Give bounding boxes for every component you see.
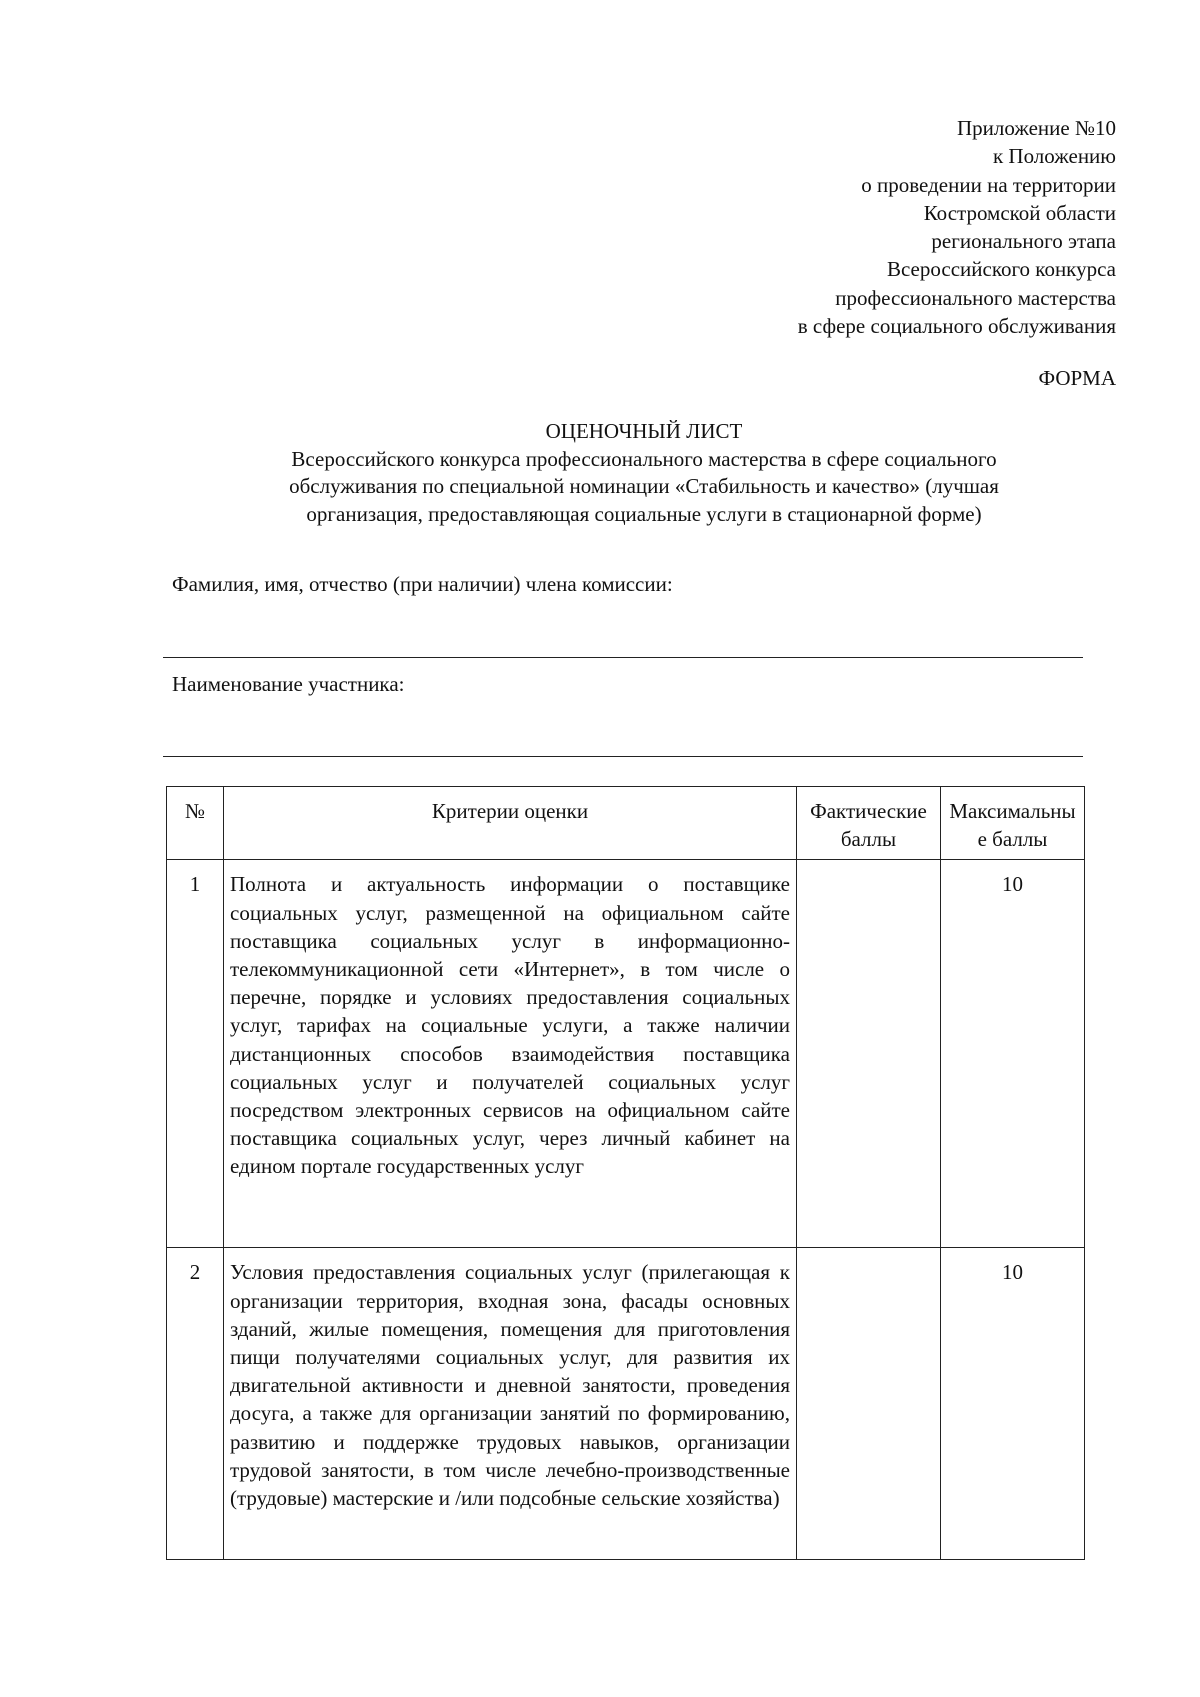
table-row	[167, 860, 1085, 1248]
header-criteria: Критерии оценки	[224, 787, 797, 860]
commission-member-label: Фамилия, имя, отчество (при наличии) члена комиссии:	[172, 572, 673, 596]
criteria-table	[166, 786, 1085, 1560]
title-heading: ОЦЕНОЧНЫЙ ЛИСТ	[545, 419, 743, 443]
row-max-score: 10	[941, 860, 1085, 1248]
participant-label: Наименование участника:	[172, 672, 405, 696]
row-max-score: 10	[941, 1248, 1085, 1560]
form-label: ФОРМА	[1038, 366, 1116, 390]
header-number: №	[167, 787, 224, 860]
appendix-line: в сфере социального обслуживания	[797, 314, 1116, 339]
appendix-line: Костромской области	[923, 200, 1116, 225]
commission-member-input-line[interactable]	[163, 657, 1083, 658]
row-criteria: Условия предоставления социальных услуг (прилегающая к организации территория, входная зона, фасады основных зданий, жилые помещения, помещения для приготовления пищи получателями социальных услуг, для развития их двигательной активности и дневной занятости, проведения досуга, а также для организации занятий по формированию, развитию и поддержке трудовых навыков, организации трудовой занятости, в том числе лечебно-производственные (трудовые) мастерские и /или подсобные сельские хозяйства)	[224, 1248, 797, 1560]
row-actual-score-cell[interactable]	[797, 1248, 941, 1560]
appendix-line: регионального этапа	[931, 229, 1116, 254]
table-header-row	[167, 787, 1085, 860]
table-row	[167, 1248, 1085, 1560]
row-actual-score-cell[interactable]	[797, 860, 941, 1248]
appendix-line: Приложение №10	[957, 116, 1116, 140]
header-max-score: Максимальные баллы	[941, 787, 1085, 860]
appendix-line: профессионального мастерства	[835, 285, 1116, 310]
title-subtitle-line: обслуживания по специальной номинации «Стабильность и качество» (лучшая	[289, 474, 999, 498]
row-number: 2	[167, 1248, 224, 1560]
row-number: 1	[167, 860, 224, 1248]
title-subtitle-line: организация, предоставляющая социальные услуги в стационарной форме)	[306, 501, 982, 526]
header-actual-score: Фактические баллы	[797, 787, 941, 860]
appendix-line: к Положению	[992, 144, 1116, 169]
row-criteria: Полнота и актуальность информации о поставщике социальных услуг, размещенной на официальном сайте поставщика социальных услуг в информационно-телекоммуникационной сети «Интернет», в том числе о перечне, порядке и условиях предоставления социальных услуг, тарифах на социальные услуги, а также наличии дистанционных способов взаимодействия поставщика социальных услуг и получателей социальных услуг посредством электронных сервисов на официальном сайте поставщика социальных услуг, через личный кабинет на едином портале государственных услуг	[224, 860, 797, 1248]
document-title	[160, 418, 1128, 528]
appendix-reference	[556, 114, 1116, 340]
title-subtitle-line: Всероссийского конкурса профессионального мастерства в сфере социального	[291, 446, 997, 471]
participant-input-line[interactable]	[163, 756, 1083, 757]
appendix-line: Всероссийского конкурса	[886, 257, 1116, 282]
appendix-line: о проведении на территории	[861, 172, 1116, 197]
